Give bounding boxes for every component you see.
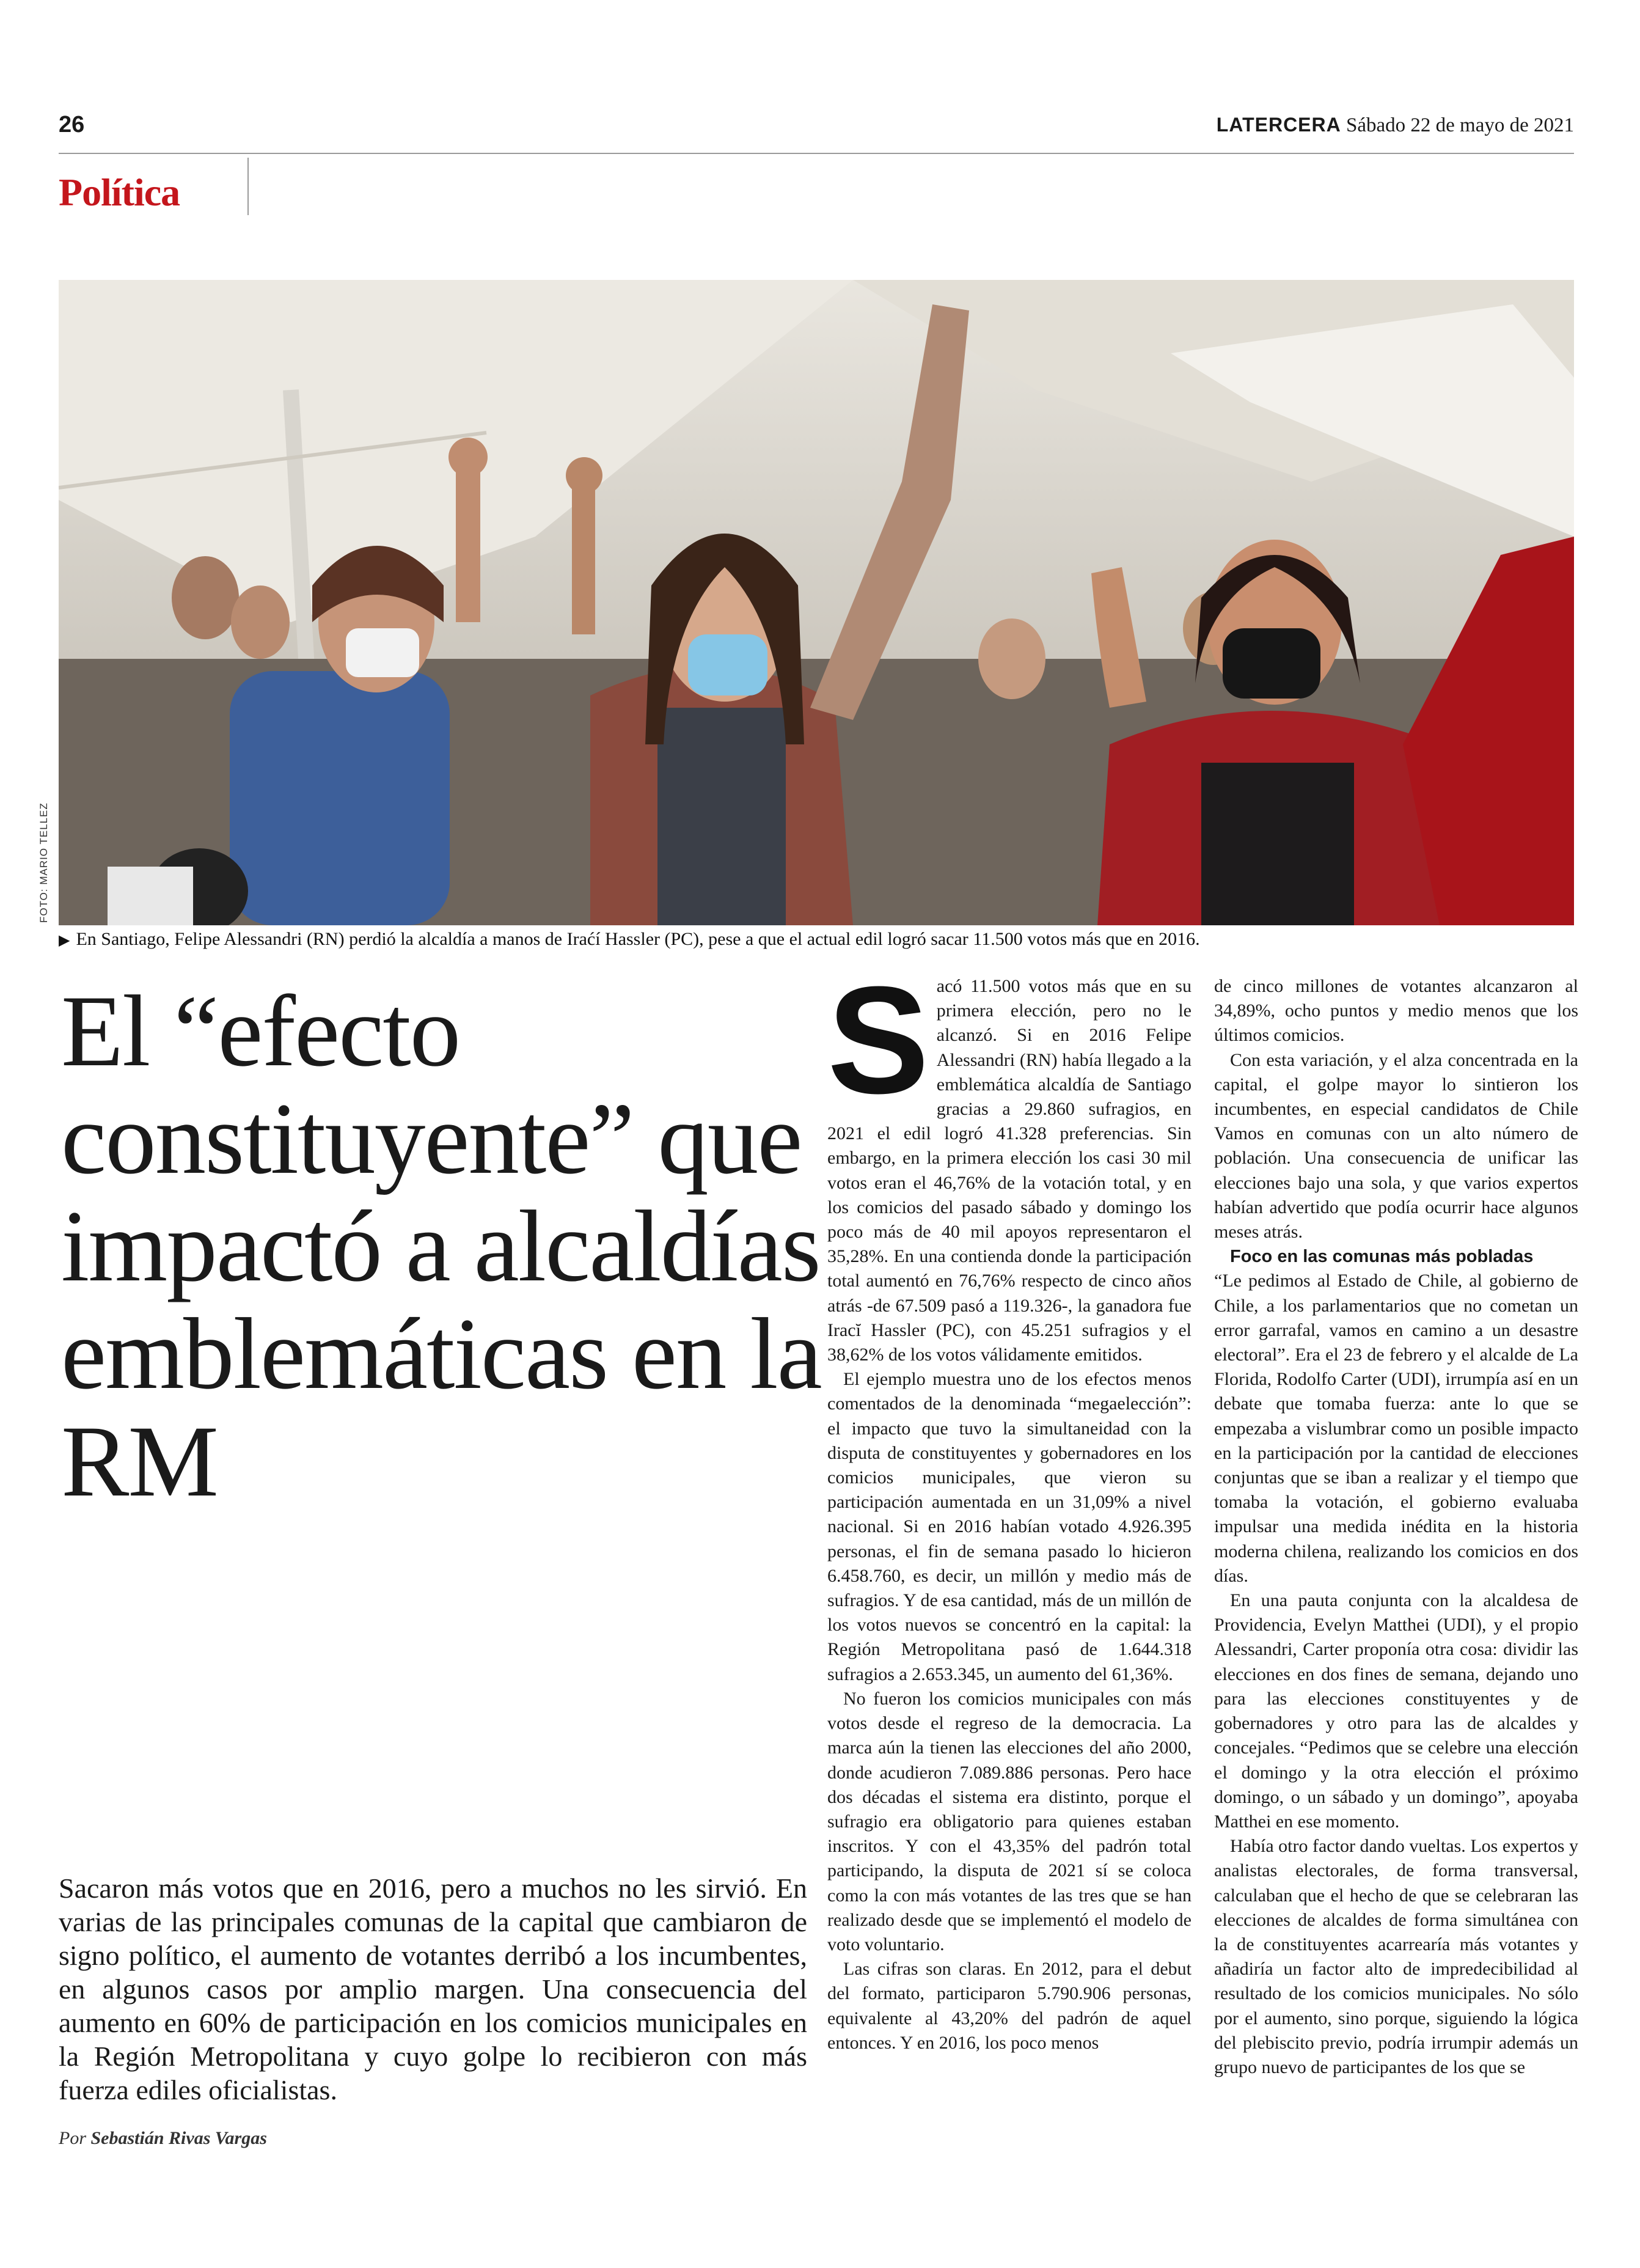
header-divider bbox=[59, 153, 1574, 154]
byline bbox=[59, 2128, 267, 2149]
caption-arrow-icon: ▶ bbox=[59, 933, 70, 949]
photo-caption bbox=[59, 929, 1200, 950]
body-paragraph-text: acó 11.500 votos más que en su primera elección, pero no le alcanzó. Si en 2016 Felipe Alessandri (RN) había llegado a la emblemática alcaldía de Santiago gracias a 29.860 sufragios, en 2021 el edil logró 41.328 preferencias. Sin embargo, en la primera elección los casi 30 mil votos eran el 46,76% de la votación total, y en los comicios del pasado sábado y domingo los poco más de 40 mil apoyos representaron el 35,28%. En una contienda donde la participación total aumentó en 76,76% respecto de cinco años atrás -de 67.509 pasó a 119.326-, la ganadora fue Iracĭ Hassler (PC), con 45.251 sufragios y el 38,62% de los votos válidamente emitidos. bbox=[827, 976, 1192, 1365]
body-paragraph: En una pauta conjunta con la alcaldesa de Providencia, Evelyn Matthei (UDI), y el propio Alessandri, Carter proponía otra cosa: dividir las elecciones en dos fines de semana, dejando uno para las elecciones constituyentes y de gobernadores y otro para las de alcaldes y concejales. “Pedimos que se celebre una elección el domingo y la otra elección el próximo domingo, o un sábado y un domingo”, apoyaba Matthei en ese momento. bbox=[1214, 1590, 1578, 1832]
newspaper-brand: LATERCERA bbox=[1216, 114, 1341, 136]
article-lede: Sacaron más votos que en 2016, pero a muchos no les sirvió. En varias de las principales comunas de la capital que cambiaron de signo político, el aumento de votantes derribó a los incumbentes, en algunos casos por amplio margen. Una consecuencia del aumento en 60% de participación en los comicios municipales en la Región Metropolitana y cuyo golpe lo recibieron con más fuerza ediles oficialistas. bbox=[59, 1873, 807, 2105]
body-paragraph: de cinco millones de votantes alcanzaron al 34,89%, ocho puntos y medio menos que los últimos comicios. bbox=[1214, 976, 1578, 1046]
body-paragraph bbox=[827, 974, 1192, 1367]
article-column-1 bbox=[827, 974, 1192, 2151]
body-paragraph: “Le pedimos al Estado de Chile, al gobierno de Chile, a los parlamentarios que no cometan un error garrafal, vamos en camino a un desastre electoral”. Era el 23 de febrero y el alcalde de La Florida, Rodolfo Carter (UDI), irrumpía así en un debate que tomaba fuerza: ante lo que se empezaba a vislumbrar como un posible impacto en la participación por la cantidad de elecciones conjuntas que se iban a realizar y el tiempo que tomaba la votación, el gobierno evaluaba impulsar una medida inédita en la historia moderna chilena, realizando los comicios en dos días. bbox=[1214, 1271, 1578, 1586]
photo-credit: FOTO: MARIO TELLEZ bbox=[38, 802, 49, 923]
body-paragraph: Con esta variación, y el alza concentrada en la capital, el golpe mayor lo sintieron los incumbentes, en especial candidatos de Chile Vamos en comunas con un alto número de población. Una consecuencia de unificar las elecciones bajo una sola, y que varios expertos habían advertido que podía ocurrir hace algunos meses atrás. bbox=[1214, 1049, 1578, 1242]
article-column-2 bbox=[1214, 974, 1578, 2151]
body-paragraph: Las cifras son claras. En 2012, para el debut del formato, participaron 5.790.906 personas, equivalente al 43,20% del padrón de aquel entonces. Y en 2016, los poco menos bbox=[827, 1959, 1192, 2053]
issue-date: Sábado 22 de mayo de 2021 bbox=[1345, 114, 1574, 136]
subheading: Foco en las comunas más pobladas bbox=[1230, 1247, 1534, 1267]
rally-photo-illustration bbox=[59, 280, 1574, 925]
masthead bbox=[1217, 114, 1574, 137]
byline-author: Sebastián Rivas Vargas bbox=[90, 2128, 267, 2148]
section-title: Política bbox=[59, 171, 180, 214]
page-number: 26 bbox=[59, 112, 85, 138]
body-paragraph: No fueron los comicios municipales con más votos desde el regreso de la democracia. La marca aún la tienen las elecciones del año 2000, donde acudieron 7.089.886 personas. Pero hace dos décadas el sistema era distinto, porque el sufragio era obligatorio para quienes estaban inscritos. Y con el 43,35% del padrón total participando, la disputa de 2021 sí se coloca como la con más votantes de las tres que se han realizado desde que se implementó el modelo de voto voluntario. bbox=[827, 1688, 1192, 1954]
byline-prefix: Por bbox=[59, 2128, 86, 2148]
section-divider bbox=[247, 158, 249, 215]
body-paragraph: El ejemplo muestra uno de los efectos menos comentados de la denominada “megaelección”: el impacto que tuvo la simultaneidad con la disputa de constituyentes y gobernadores en los comicios municipales, que vieron su participación aumentada en un 31,09% a nivel nacional. Si en 2016 habían votado 4.926.395 personas, el fin de semana pasado lo hicieron 6.458.760, es decir, un millón y medio más de sufragios. Y de esa cantidad, más de un millón de los votos nuevos se concentró en la capital: la Región Metropolitana pasó de 1.644.318 sufragios a 2.653.345, un aumento del 61,36%. bbox=[827, 1369, 1192, 1684]
photo-caption-text: En Santiago, Felipe Alessandri (RN) perdió la alcaldía a manos de Iraćí Hassler (PC), pese a que el actual edil logró sacar 11.500 votos más que en 2016. bbox=[76, 929, 1200, 949]
body-paragraph: Había otro factor dando vueltas. Los expertos y analistas electorales, de forma transversal, calculaban que el hecho de que se celebraran las elecciones de alcaldes de forma simultánea con la de constituyentes acarrearía más votantes y añadiría un factor alto de impredecibilidad al resultado de los comicios municipales. No sólo por el aumento, sino porque, siguiendo la lógica del plebiscito previo, podría irrumpir además un grupo nuevo de participantes de los que se bbox=[1214, 1836, 1578, 2077]
article-headline: El “efecto constituyente” que impactó a alcaldías emblemáticas en la RM bbox=[61, 975, 821, 1518]
news-photo bbox=[59, 280, 1574, 925]
drop-cap: S bbox=[827, 974, 929, 1125]
